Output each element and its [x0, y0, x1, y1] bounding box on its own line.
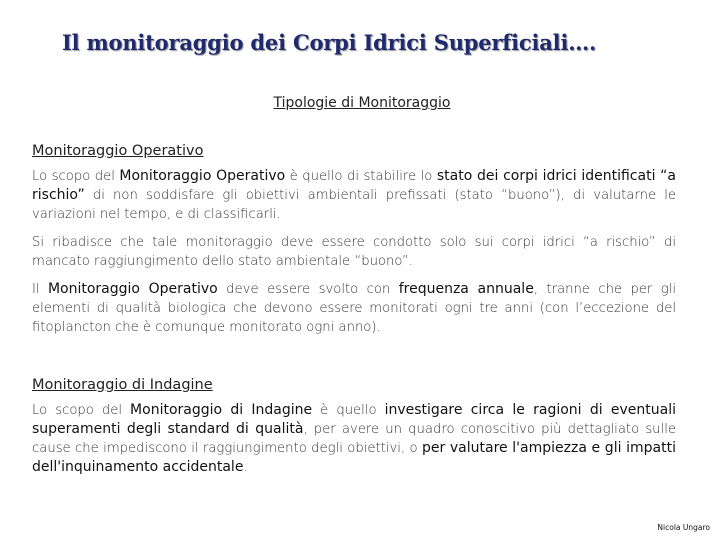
heading-operativo: Monitoraggio Operativo	[32, 143, 204, 159]
highlight: stato dei corpi idrici identificati “a rischio”	[32, 168, 677, 203]
text: di non soddisfare gli obiettivi ambientali prefissati (stato “buono”), di valutarne le variazioni nel tempo, e di classificarli.	[32, 188, 676, 222]
highlight: per valutare l'ampiezza e gli impatti dell'inquinamento accidentale	[32, 440, 676, 475]
text: , per avere un quadro conoscitivo più dettagliato sulle cause che impediscono il raggiungimento degli obiettivi, o	[32, 422, 676, 456]
text: .	[243, 460, 248, 475]
page-title: Il monitoraggio dei Corpi Idrici Superficiali….	[62, 30, 597, 55]
highlight: investigare circa le ragioni di eventuali superamenti degli standard di qualità	[32, 402, 677, 437]
text: , tranne che per gli elementi di qualità biologica che devono essere monitorati ogni tre anni (con l’eccezione del fitoplancton che è comunque monitorato ogni anno).	[32, 282, 676, 335]
highlight: Monitoraggio Operativo	[47, 281, 218, 297]
text: Lo scopo del	[32, 403, 131, 418]
content	[32, 142, 676, 486]
paragraph-operativo-frequency	[32, 280, 676, 337]
paragraph-operativo-scope	[32, 167, 676, 224]
text: è quello di stabilire lo	[285, 169, 437, 184]
section-subtitle: Tipologie di Monitoraggio	[273, 95, 451, 111]
highlight: frequenza annuale	[398, 281, 534, 297]
text: deve essere svolto con	[217, 282, 399, 297]
paragraph-indagine-scope	[32, 401, 676, 477]
author-name: Nicola Ungaro	[657, 523, 710, 532]
text: Lo scopo del	[32, 169, 120, 184]
text: Il	[32, 282, 48, 297]
highlight: Monitoraggio Operativo	[119, 168, 286, 184]
text: è quello	[312, 403, 385, 418]
heading-indagine: Monitoraggio di Indagine	[32, 377, 213, 393]
paragraph-operativo-risk: Si ribadisce che tale monitoraggio deve essere condotto solo sui corpi idrici “a rischio” di mancato raggiungimento dello stato ambientale “buono”.	[32, 235, 676, 269]
highlight: Monitoraggio di Indagine	[130, 402, 313, 418]
